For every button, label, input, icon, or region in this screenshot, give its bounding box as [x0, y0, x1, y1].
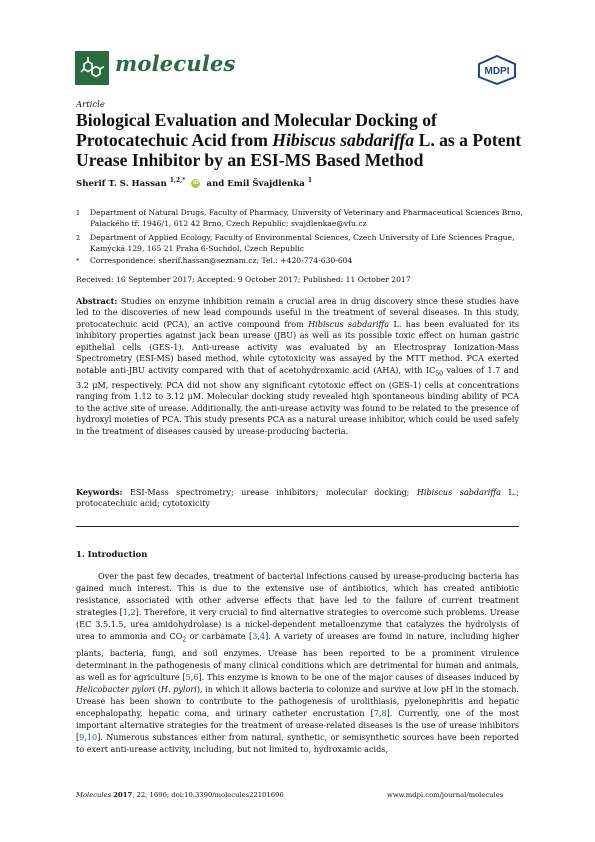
affiliation-2: [76, 233, 536, 254]
abstract-ic50-sub: 50: [435, 370, 443, 378]
intro-text: ]. A variety of ureases are found in nature, including higher plants, bacteria, fungi, and soil enzymes. Urease has been reported to be a prominent virulence determinant in the pathogenesis of many clinical conditions which are detrimental for human and animals, as well as for agriculture [: [76, 631, 519, 682]
intro-text: ,: [257, 631, 260, 642]
intro-text: ,: [84, 732, 87, 743]
molecules-logo-icon: [75, 51, 109, 85]
section-divider: [76, 526, 519, 527]
author-1-affiliation: 1,2,*: [169, 177, 186, 184]
intro-text: Over the past few decades, treatment of bacterial infections caused by urease-producing bacteria has gained much interest. This is due to the extensive use of antibiotics, which has created antibiotic resistance, associated with other adverse effects that have led to the failure of current treatment strategies [: [76, 571, 519, 618]
intro-text: (: [155, 684, 161, 695]
title-part-1: Biological Evaluation and Molecular Docking of Protocatechuic Acid from: [76, 110, 437, 150]
orcid-icon[interactable]: iD: [192, 179, 199, 186]
article-title: [76, 110, 546, 170]
mdpi-logo-text: MDPI: [484, 66, 510, 77]
ref-link[interactable]: 1: [122, 607, 128, 618]
footer-citation-rest: , 22, 1696; doi:10.3390/molecules22101696: [132, 791, 284, 799]
ref-link[interactable]: 5: [185, 671, 191, 682]
title-part-2: L. as a Potent Urease Inhibitor by an ESI-MS Based Method: [76, 130, 522, 170]
intro-species: Helicobacter pylori: [76, 684, 156, 695]
footer-citation: [76, 791, 284, 799]
intro-text: ]. Numerous substances either from natural, synthetic, or semisynthetic sources have been reported to exert anti-urease activity, including, but not limited to, hydroxamic acids,: [76, 732, 519, 755]
author-1-name[interactable]: Sherif T. S. Hassan: [76, 178, 167, 189]
affiliation-1-text: Department of Natural Drugs, Faculty of Pharmacy, University of Veterinary and Pharmaceutical Sciences Brno, Palackého tř. 1946/1, 612 42 Brno, Czech Republic; svajdlenkae@vfu.cz: [90, 208, 523, 228]
ref-link[interactable]: 3: [252, 631, 258, 642]
abstract-species: Hibiscus sabdariffa: [308, 318, 390, 329]
author-2-affiliation: 1: [307, 177, 312, 184]
co2-subscript: 2: [182, 636, 187, 644]
author-2-name[interactable]: Emil Švajdlenka: [227, 178, 305, 189]
introduction-paragraph: [76, 570, 519, 755]
keywords-label: Keywords:: [76, 487, 123, 497]
publication-dates: Received: 16 September 2017; Accepted: 9 October 2017; Published: 11 October 2017: [76, 275, 411, 284]
keywords-text-1: ESI-Mass spectrometry; urease inhibitors; molecular docking;: [122, 487, 417, 497]
intro-text: ,: [378, 708, 382, 719]
affiliation-2-number: 2: [76, 234, 81, 242]
abstract: [76, 296, 519, 437]
footer-year: 2017: [113, 791, 133, 799]
keywords-species: Hibiscus sabdariffa: [416, 487, 501, 497]
footer-url[interactable]: www.mdpi.com/journal/molecules: [387, 791, 504, 799]
keywords: [76, 487, 519, 510]
affiliation-1-number: 1: [76, 209, 81, 217]
section-heading: 1. Introduction: [76, 549, 148, 559]
intro-text: ]. This enzyme is known to be one of the major causes of diseases induced by: [198, 671, 519, 682]
ref-link[interactable]: 10: [86, 732, 98, 743]
intro-text: ), in which it allows bacteria to colonize and survive at low pH in the stomach. Urease has been shown to contribute to the pathogenesis of urolithiasis, pyelonephritis and hepatic encephalopathy, hepatic coma, and urinary catheter encrustation [: [76, 684, 519, 719]
article-type: Article: [76, 100, 105, 110]
ref-link[interactable]: 2: [130, 607, 136, 618]
author-list: [76, 177, 312, 189]
correspondence-marker: *: [76, 257, 80, 265]
abstract-text-2: L. has been evaluated for its inhibitory properties against jack bean urease (JBU) as well as its possible toxic effect on human gastric epithelial cells (GES-1). Anti-urease activity was evaluated by an Electrospray Ionization-Mass Spectrometry (ESI-MS) based method, while cytotoxicity was assayed by the MTT method. PCA exerted notable anti-JBU activity compared with that of acetohydroxamic acid (AHA), with IC: [76, 318, 520, 375]
ref-link[interactable]: 6: [193, 671, 199, 682]
journal-name: molecules: [115, 51, 236, 76]
intro-text: or carbamate [: [186, 631, 253, 642]
title-species: Hibiscus sabdariffa: [272, 130, 415, 150]
intro-text: ]. Currently, one of the most important alternative strategies for the treatment of urease-related diseases is the use of urease inhibitors [: [76, 708, 519, 743]
ref-link[interactable]: 7: [373, 708, 379, 719]
author-connector: and: [206, 178, 225, 189]
ref-link[interactable]: 8: [381, 708, 387, 719]
affiliation-1: [76, 208, 536, 229]
abstract-text-3: values of 1.7 and 3.2 μM, respectively. PCA did not show any significant cytotoxic effect on (GES-1) cells at concentrations ranging from 1.12 to 3.12 μM. Molecular docking study revealed high spontaneous binding ability of PCA to the active site of urease. Additionally, the anti-urease activity was found to be related to the presence of hydroxyl moieties of PCA. This study presents PCA as a natural urease inhibitor, which could be used safely in the treatment of diseases caused by urease-producing bacteria.: [76, 364, 519, 436]
affiliation-2-text: Department of Applied Ecology, Faculty of Environmental Sciences, Czech University of Life Sciences Prague, Kamýcká 129, 165 21 Praha 6-Suchdol, Czech Republic: [90, 233, 515, 253]
abstract-label: Abstract:: [76, 296, 118, 306]
ref-link[interactable]: 4: [259, 631, 266, 642]
intro-text: ]. Therefore, it very crucial to find alternative strategies to overcome such problems. Urease (EC 3.5.1.5, urea amidohydrolase) is a nickel-dependent metalloenzyme that catalyzes the hydrolysis of urea to ammonia and CO: [76, 607, 519, 642]
intro-text: ,: [190, 671, 194, 682]
intro-species-short: H. pylori: [160, 684, 197, 695]
abstract-text-1: Studies on enzyme inhibition remain a crucial area in drug discovery since these studies have led to the discoveries of new lead compounds useful in the treatment of several diseases. In this study, protocatechuic acid (PCA), an active compound from: [76, 296, 519, 329]
correspondence: [76, 256, 536, 267]
correspondence-text: Correspondence: sherif.hassan@seznam.cz; Tel.: +420-774-630-604: [90, 256, 353, 265]
mdpi-logo-icon: [478, 55, 516, 85]
intro-text: ,: [127, 607, 131, 618]
footer-journal: Molecules: [76, 791, 112, 799]
keywords-text-2: L.; protocatechuic acid; cytotoxicity: [76, 487, 519, 509]
ref-link[interactable]: 9: [79, 732, 85, 743]
